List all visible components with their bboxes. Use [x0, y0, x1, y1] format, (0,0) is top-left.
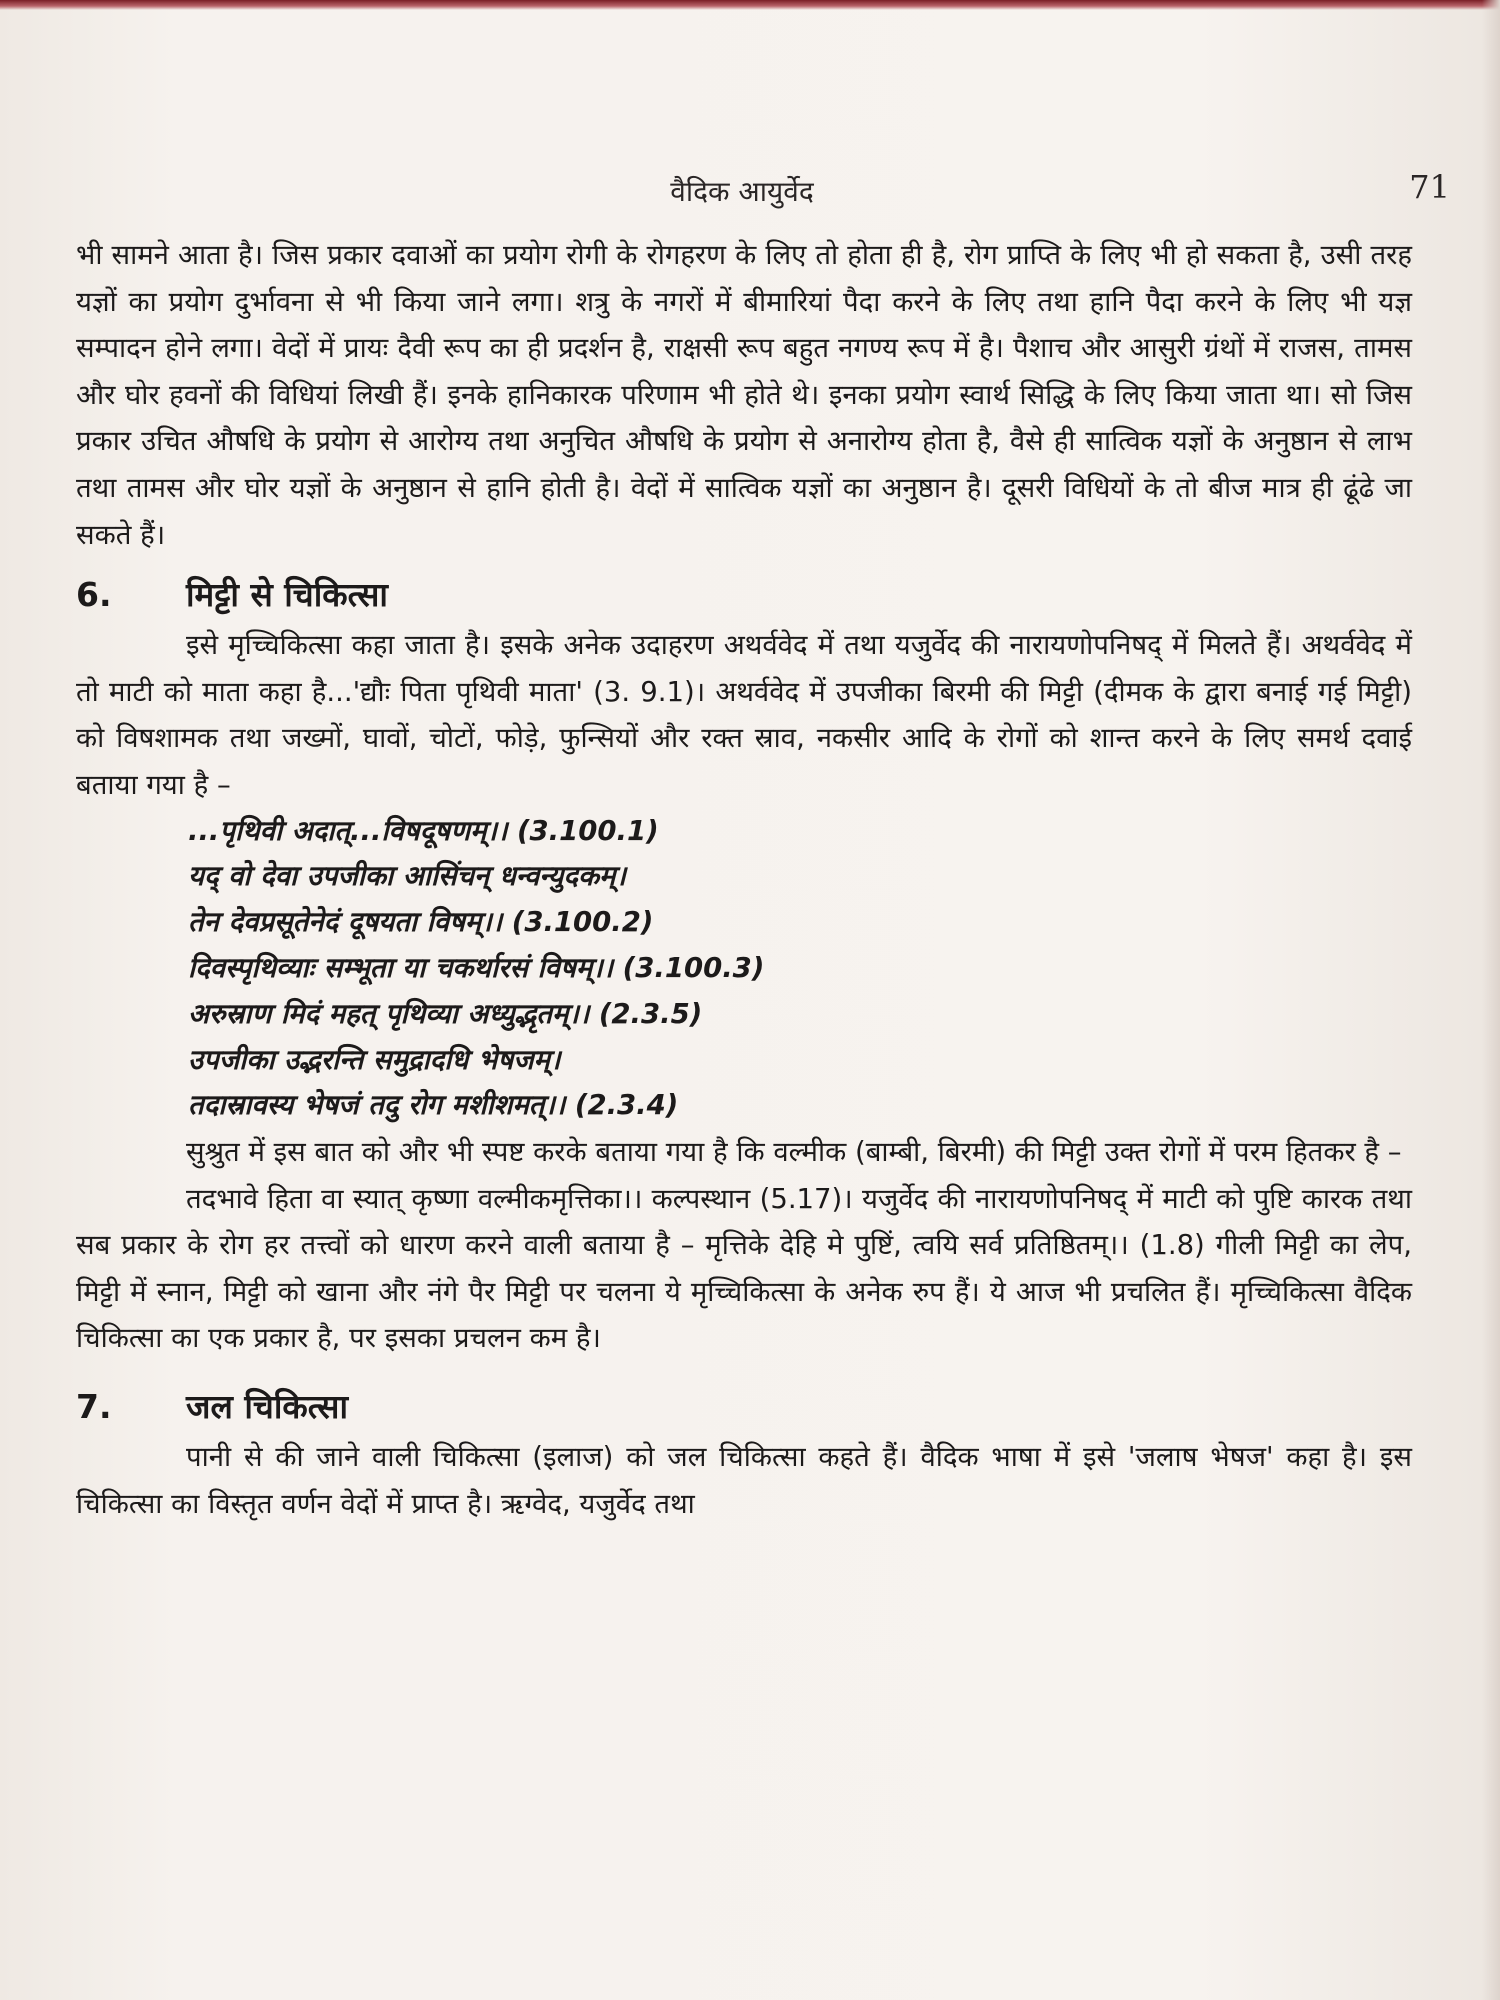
page-top-edge — [0, 0, 1500, 10]
verse-line: दिवस्पृथिव्याः सम्भूता या चकर्थारसं विषम्।। (3.100.3) — [188, 951, 765, 984]
intro-paragraph: भी सामने आता है। जिस प्रकार दवाओं का प्रयोग रोगी के रोगहरण के लिए तो होता ही है, रोग प्राप्ति के लिए भी हो सकता है, उसी तरह यज्ञों का प्रयोग दुर्भावना से भी किया जाने लगा। शत्रु के नगरों में बीमारियां पैदा करने के लिए तथा हानि पैदा करने के लिए भी यज्ञ सम्पादन होने लगा। वेदों में प्रायः दैवी रूप का ही प्रदर्शन है, राक्षसी रूप बहुत नगण्य रूप में है। पैशाच और आसुरी ग्रंथों में राजस, तामस और घोर हवनों की विधियां लिखी हैं। इनके हानिकारक परिणाम भी होते थे। इनका प्रयोग स्वार्थ सिद्धि के लिए किया जाता था। सो जिस प्रकार उचित औषधि के प्रयोग से आरोग्य तथा अनुचित औषधि के प्रयोग से अनारोग्य होता है, वैसे ही सात्विक यज्ञों के अनुष्ठान से लाभ तथा तामस और घोर यज्ञों के अनुष्ठान से हानि होती है। वेदों में सात्विक यज्ञों का अनुष्ठान है। दूसरी विधियों के तो बीज मात्र ही ढूंढे जा सकते हैं। — [76, 239, 1412, 551]
verse-line: ...पृथिवी अदात्...विषदूषणम्।। (3.100.1) — [188, 814, 659, 847]
verse-line: तदास्रावस्य भेषजं तदु रोग मशीशमत्।। (2.3.4) — [188, 1089, 679, 1122]
section-title: मिट्टी से चिकित्सा — [186, 575, 388, 615]
running-header — [0, 168, 1500, 212]
verse-block — [76, 809, 1412, 1130]
verse-line: यद् वो देवा उपजीका आसिंचन् धन्वन्युदकम्। — [188, 860, 626, 893]
main-text — [76, 232, 1412, 1527]
section6-paragraph-2: सुश्रुत में इस बात को और भी स्पष्ट करके बताया गया है कि वल्मीक (बाम्बी, बिरमी) की मिट्टी उक्त रोगों में परम हितकर है – — [186, 1136, 1402, 1169]
section-heading-6 — [76, 570, 1412, 620]
page-right-edge — [1482, 0, 1500, 2000]
spacer — [76, 1362, 1412, 1370]
section7-paragraph-1: पानी से की जाने वाली चिकित्सा (इलाज) को जल चिकित्सा कहते हैं। वैदिक भाषा में इसे 'जलाष भेषज' कहा है। इस चिकित्सा का विस्तृत वर्णन वेदों में प्राप्त है। ऋग्वेद, यजुर्वेद तथा — [76, 1441, 1412, 1520]
running-title: वैदिक आयुर्वेद — [670, 175, 814, 208]
section-number: 7. — [76, 1387, 112, 1427]
verse-line: उपजीका उद्भरन्ति समुद्रादधि भेषजम्। — [188, 1043, 561, 1076]
section6-paragraph-3: तदभावे हिता वा स्यात् कृष्णा वल्मीकमृत्तिका।। कल्पस्थान (5.17)। यजुर्वेद की नारायणोपनिषद् में माटी को पुष्टि कारक तथा सब प्रकार के रोग हर तत्त्वों को धारण करने वाली बताया है – मृत्तिके देहि मे पुष्टिं, त्वयि सर्व प्रतिष्ठितम्।। (1.8) गीली मिट्टी का लेप, मिट्टी में स्नान, मिट्टी को खाना और नंगे पैर मिट्टी पर चलना ये मृच्चिकित्सा के अनेक रुप हैं। ये आज भी प्रचलित हैं। मृच्चिकित्सा वैदिक चिकित्सा का एक प्रकार है, पर इसका प्रचलन कम है। — [76, 1182, 1412, 1355]
verse-line: अरुस्राण मिदं महत् पृथिव्या अध्युद्भृतम्।। (2.3.5) — [188, 997, 703, 1030]
verse-line: तेन देवप्रसूतेनेदं दूषयता विषम्।। (3.100.2) — [188, 906, 654, 939]
page-number: 71 — [1409, 168, 1450, 206]
section6-paragraph-1: इसे मृच्चिकित्सा कहा जाता है। इसके अनेक उदाहरण अथर्ववेद में तथा यजुर्वेद की नारायणोपनिषद् में मिलते हैं। अथर्ववेद में तो माटी को माता कहा है...'द्यौः पिता पृथिवी माता' (3. 9.1)। अथर्ववेद में उपजीका बिरमी की मिट्टी (दीमक के द्वारा बनाई गई मिट्टी) को विषशामक तथा जख्मों, घावों, चोटों, फोड़े, फुन्सियों और रक्त स्राव, नकसीर आदि के रोगों को शान्त करने के लिए समर्थ दवाई बताया गया है – — [76, 629, 1412, 801]
section-number: 6. — [76, 575, 112, 615]
section-heading-7 — [76, 1382, 1412, 1432]
section-title: जल चिकित्सा — [186, 1387, 349, 1427]
